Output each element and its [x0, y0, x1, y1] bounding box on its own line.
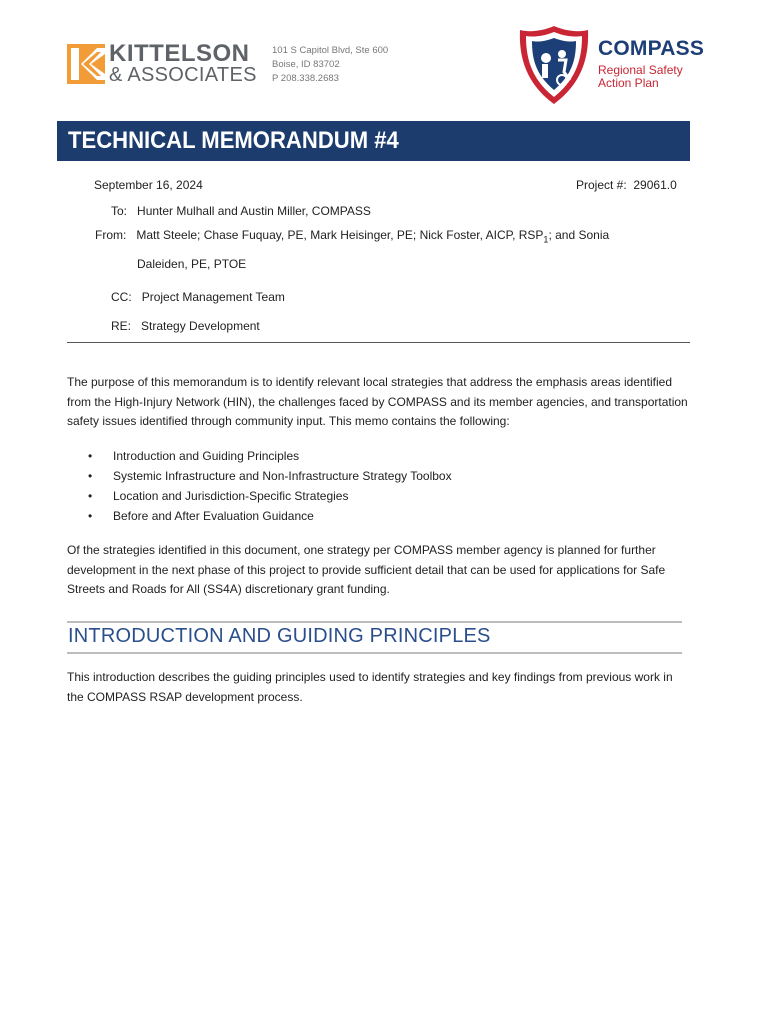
from-value: Matt Steele; Chase Fuquay, PE, Mark Heisinger, PE; Nick Foster, AICP, RSP	[136, 228, 544, 242]
bullet-icon: •	[88, 489, 93, 503]
from-value-subscript: 1	[543, 234, 549, 245]
compass-subtitle-line: Regional Safety	[598, 63, 683, 77]
to-label: To:	[111, 204, 128, 218]
memo-project	[576, 178, 677, 192]
intro-paragraph: The purpose of this memorandum is to identify relevant local strategies that address the emphasis areas identified from the High-Injury Network (HIN), the challenges faced by COMPASS and its member agencies, and transportation safety issues identified through community input. This memo contains the following:	[67, 375, 688, 428]
address-line: Boise, ID 83702	[272, 59, 340, 70]
list-item	[88, 506, 588, 526]
list-item-text: Location and Jurisdiction-Specific Strategies	[113, 489, 349, 503]
kittelson-k-icon	[67, 44, 105, 84]
memo-from-line	[95, 228, 609, 244]
memo-cc-line	[111, 290, 285, 304]
memo-re-line	[111, 319, 260, 333]
list-item-text: Systemic Infrastructure and Non-Infrastructure Strategy Toolbox	[113, 469, 452, 483]
section-rule-top	[67, 621, 682, 623]
header-divider	[67, 342, 690, 343]
kittelson-name: KITTELSON	[109, 40, 250, 67]
kittelson-logo	[67, 40, 267, 86]
compass-subtitle-line: Action Plan	[598, 76, 659, 90]
memo-date: September 16, 2024	[94, 178, 203, 192]
contents-list	[88, 446, 588, 526]
memo-title: TECHNICAL MEMORANDUM #4	[68, 127, 399, 154]
bullet-icon: •	[88, 449, 93, 463]
memo-from-continuation: Daleiden, PE, PTOE	[137, 257, 247, 271]
list-item-text: Before and After Evaluation Guidance	[113, 509, 314, 523]
address-line: P 208.338.2683	[272, 73, 339, 84]
cc-value: Project Management Team	[141, 290, 285, 304]
section-paragraph: This introduction describes the guiding principles used to identify strategies and key findings from previous work in the COMPASS RSAP development process.	[67, 670, 673, 704]
bullet-icon: •	[88, 509, 93, 523]
list-item	[88, 466, 588, 486]
bullet-icon: •	[88, 469, 93, 483]
list-item	[88, 486, 588, 506]
from-label: From:	[95, 228, 127, 242]
compass-subtitle	[598, 64, 683, 90]
closing-paragraph: Of the strategies identified in this document, one strategy per COMPASS member agency is planned for further development in the next phase of this project to provide sufficient detail that can be used for applications for Safe Streets and Roads for All (SS4A) discretionary grant funding.	[67, 543, 666, 596]
memo-to-line	[111, 204, 371, 218]
re-value: Strategy Development	[141, 319, 260, 333]
compass-logo	[518, 24, 705, 106]
list-item-text: Introduction and Guiding Principles	[113, 449, 300, 463]
kittelson-sub: & ASSOCIATES	[109, 64, 257, 86]
to-value: Hunter Mulhall and Austin Miller, COMPASS	[137, 204, 371, 218]
from-value-end: ; and Sonia	[548, 228, 610, 242]
cc-label: CC:	[111, 290, 132, 304]
compass-title: COMPASS	[598, 37, 705, 60]
address-line: 101 S Capitol Blvd, Ste 600	[272, 45, 389, 56]
section-rule-bottom	[67, 652, 682, 654]
project-number: 29061.0	[633, 178, 677, 192]
list-item	[88, 446, 588, 466]
compass-shield-icon	[518, 24, 590, 106]
memo-title-band	[57, 121, 690, 161]
re-label: RE:	[111, 319, 132, 333]
section-heading: INTRODUCTION AND GUIDING PRINCIPLES	[68, 625, 491, 647]
address-block	[272, 44, 388, 86]
project-label: Project #:	[576, 178, 627, 192]
